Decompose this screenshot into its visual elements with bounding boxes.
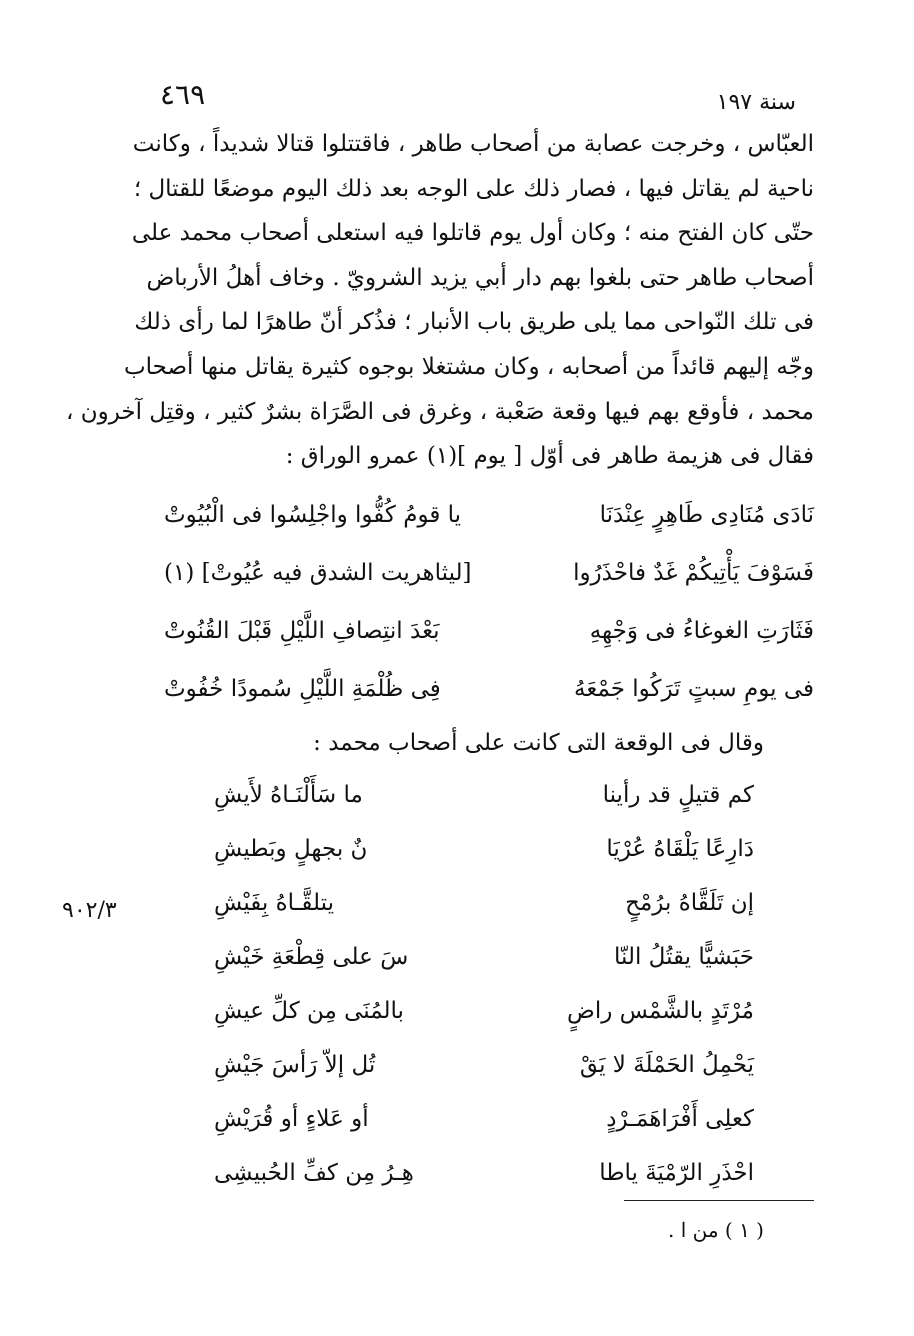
poem-2 xyxy=(214,776,754,1208)
poem-1 xyxy=(164,494,814,726)
verse-first-hemistich: احْذَرِ الرّمْيَةَ ياطا xyxy=(599,1160,754,1186)
verse-line xyxy=(214,776,754,830)
verse-second-hemistich: يتلقَّـاهُ بِفَيْشِ xyxy=(214,890,334,916)
verse-second-hemistich: بَعْدَ انتِصافِ اللَّيْلِ قَبْلَ القُنُوتْ xyxy=(164,618,440,644)
verse-second-hemistich: ما سَأَلْنَـاهُ لأَيشِ xyxy=(214,782,363,808)
margin-reference: ٩٠٢/٣ xyxy=(62,898,117,923)
prose-line: أصحاب طاهر حتى بلغوا بهم دار أبي يزيد الشرويّ . وخاف أهلُ الأرباض xyxy=(146,264,814,291)
verse-second-hemistich: أو عَلاءٍ أو قُرَيْشِ xyxy=(214,1106,369,1132)
verse-line xyxy=(214,992,754,1046)
verse-line xyxy=(164,552,814,610)
verse-second-hemistich: بالمُنَى مِن كلِّ عيشِ xyxy=(214,998,404,1024)
prose-line: حتّى كان الفتح منه ؛ وكان أول يوم قاتلوا فيه استعلى أصحاب محمد على xyxy=(131,220,814,247)
verse-first-hemistich: مُرْتَدٍ بالشَّمْس راضٍ xyxy=(567,998,754,1024)
verse-line xyxy=(214,830,754,884)
verse-line xyxy=(214,1100,754,1154)
verse-line xyxy=(164,668,814,726)
verse-first-hemistich: فَسَوْفَ يَأْتِيكُمْ غَدٌ فاحْذَرُوا xyxy=(573,560,814,586)
verse-line xyxy=(214,938,754,992)
verse-first-hemistich: كعلِى أَفْرَاهَمَـرْدٍ xyxy=(606,1106,754,1132)
prose-line: محمد ، فأوقع بهم فيها وقعة صَعْبة ، وغرق فى الصَّرَاة بشرٌ كثير ، وقتِل آخرون ، xyxy=(65,398,814,425)
verse-second-hemistich: سَ على قِطْعَةِ خَيْشِ xyxy=(214,944,409,970)
verse-first-hemistich: دَارِعًا يَلْقَاهُ عُرْيَا xyxy=(606,836,754,862)
verse-second-hemistich: فِى ظُلْمَةِ اللَّيْلِ سُمودًا خُفُوتْ xyxy=(164,676,441,702)
verse-line xyxy=(164,494,814,552)
footnote: ( ١ ) من ا . xyxy=(667,1218,764,1242)
verse-second-hemistich: تُل إلاّ رَأسَ جَيْشِ xyxy=(214,1052,376,1078)
verse-line xyxy=(164,610,814,668)
verse-first-hemistich: نَادَى مُنَادِى طَاهِرٍ عِنْدَنَا xyxy=(599,502,814,528)
prose-paragraph xyxy=(65,122,814,479)
footnote-divider xyxy=(624,1200,814,1201)
verse-first-hemistich: إن تَلَقَّاهُ برُمْحٍ xyxy=(625,890,754,916)
verse-first-hemistich: فى يومِ سبتٍ تَرَكُوا جَمْعَهُ xyxy=(574,676,814,702)
verse-line xyxy=(214,884,754,938)
verse-first-hemistich: فَثَارَتِ الغوغاءُ فى وَجْهِهِ xyxy=(589,618,814,644)
prose-line: فقال فى هزيمة طاهر فى أوّل [ يوم ](١) عمرو الوراق : xyxy=(285,443,814,470)
prose-line: ناحية لم يقاتل فيها ، فصار ذلك على الوجه بعد ذلك اليوم موضعًا للقتال ؛ xyxy=(133,175,814,202)
verse-line xyxy=(214,1046,754,1100)
verse-second-hemistich: [ليثاهريت الشدق فيه عُيُوتْ] (١) xyxy=(164,560,472,586)
verse-second-hemistich: هِـرُ مِن كفِّ الحُبيشِى xyxy=(214,1160,414,1186)
prose-line: وجّه إليهم قائداً من أصحابه ، وكان مشتغلا بوجوه كثيرة يقاتل منها أصحاب xyxy=(124,353,814,380)
running-header-year: سنة ١٩٧ xyxy=(716,90,796,115)
verse-second-hemistich: يا قومُ كُفُّوا واجْلِسُوا فى الْبُيُوتْ xyxy=(164,502,462,528)
prose-line: العبّاس ، وخرجت عصابة من أصحاب طاهر ، فاقتتلوا قتالا شديداً ، وكانت xyxy=(132,131,814,157)
prose-line: فى تلك النّواحى مما يلى طريق باب الأنبار ؛ فذُكر أنّ طاهرًا لما رأى ذلك xyxy=(134,309,814,336)
page-number: ٤٦٩ xyxy=(160,78,206,111)
verse-second-hemistich: نٌ بجهلٍ وبَطيشِ xyxy=(214,836,368,862)
verse-first-hemistich: حَبَشيًّا يقتُلُ النّا xyxy=(614,944,754,970)
verse-first-hemistich: يَحْمِلُ الحَمْلَةَ لا يَقْ xyxy=(579,1052,754,1078)
poem-2-intro: وقال فى الوقعة التى كانت على أصحاب محمد : xyxy=(313,730,764,756)
verse-first-hemistich: كم قتيلٍ قد رأينا xyxy=(602,782,754,808)
